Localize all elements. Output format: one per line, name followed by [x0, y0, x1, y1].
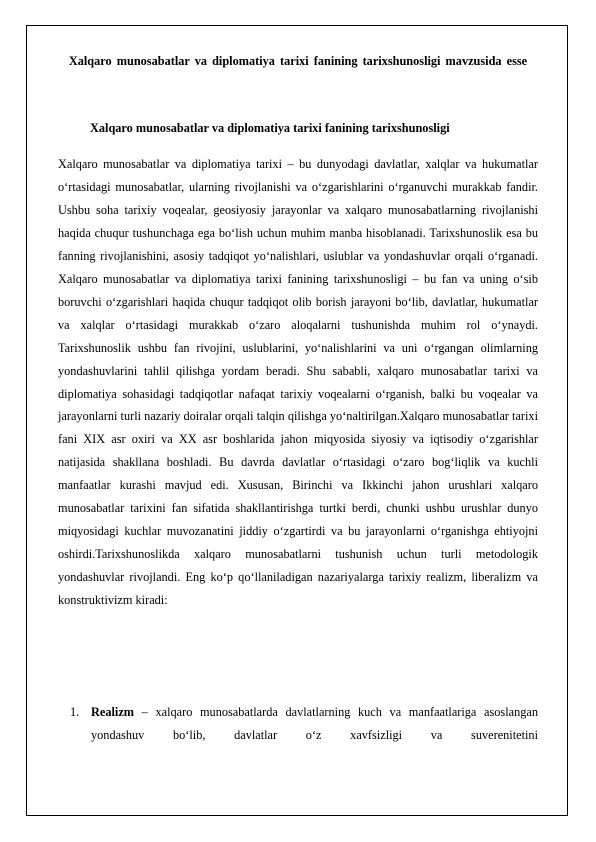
- list-item-number: 1.: [70, 705, 80, 719]
- list-item-term: Realizm: [91, 705, 135, 719]
- body-paragraph: Xalqaro munosabatlar va diplomatiya tarixi – bu dunyodagi davlatlar, xalqlar va hukumatlar o‘rtasidagi munosabatlar, ularning rivojlanishi va o‘zgarishlarini o‘rganuvchi murakkab fandir. Ushbu soha tarixiy voqealar, geosiyosiy jarayonlar va xalqaro munosabatlarning rivojlanishi haqida chuqur tushunchaga ega bo‘lish uchun muhim manba hisoblanadi. Tarixshunoslik esa bu fanning rivojlanishini, asosiy tadqiqot yo‘nalishlari, uslublar va yondashuvlar orqali o‘rganadi. Xalqaro munosabatlar va diplomatiya tarixi fanining tarixshunosligi – bu fan va uning o‘sib boruvchi o‘zgarishlari haqida chuqur tadqiqot olib borish jarayoni bo‘lib, davlatlar, hukumatlar va xalqlar o‘rtasidagi murakkab o‘zaro aloqalarni tushunishda muhim rol o‘ynaydi. Tarixshunoslik ushbu fan rivojini, uslublarini, yo‘nalishlarini va uni o‘rgangan olimlarning yondashuvlarini tahlil qilishga yordam beradi. Shu sababli, xalqaro munosabatlar tarixi va diplomatiya sohasidagi tadqiqotlar nafaqat tarixiy voqealarni o‘rganish, balki bu voqealar va jarayonlarni turli nazariy doiralar orqali talqin qilishga yo‘naltirilgan.Xalqaro munosabatlar tarixi fani XIX asr oxiri va XX asr boshlarida jahon miqyosida siyosiy va iqtisodiy o‘zgarishlar natijasida shakllana boshladi. Bu davrda davlatlar o‘rtasidagi o‘zaro bog‘liqlik va kuchli manfaatlar kurashi mavjud edi. Xususan, Birinchi va Ikkinchi jahon urushlari xalqaro munosabatlar tarixini fan sifatida shakllantirishga turtki berdi, chunki ushbu urushlar dunyo miqyosidagi kuchlar muvozanatini jiddiy o‘zgartirdi va bu jarayonlarni o‘rganishga ehtiyojni oshirdi.Tarixshunoslikda xalqaro munosabatlarni tushunish uchun turli metodologik yondashuvlar rivojlandi. Eng ko‘p qo‘llaniladigan nazariyalarga tarixiy realizm, liberalizm va konstruktivizm kiradi:: [58, 157, 538, 608]
- list-item-text: – xalqaro munosabatlarda davlatlarning kuch va manfaatlariga asoslangan yondashuv bo‘lib, davlatlar o‘z xavfsizligi va suverenitetini: [91, 705, 538, 742]
- numbered-list: [70, 701, 538, 747]
- document-title: Xalqaro munosabatlar va diplomatiya tarixi fanining tarixshunosligi mavzusida esse: [68, 54, 528, 68]
- list-item: [70, 701, 538, 747]
- section-heading: Xalqaro munosabatlar va diplomatiya tarixi fanining tarixshunosligi: [90, 121, 450, 135]
